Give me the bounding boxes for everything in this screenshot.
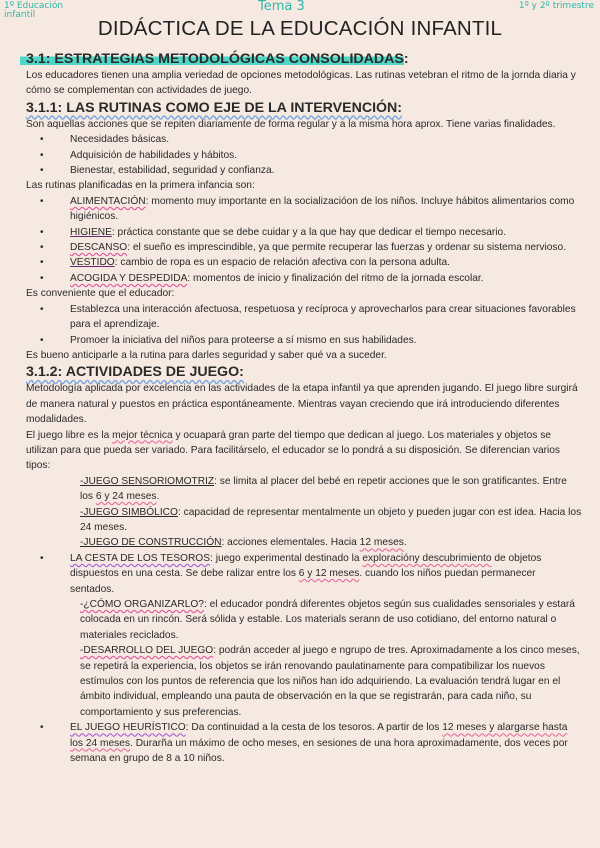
page-title: DIDÁCTICA DE LA EDUCACIÓN INFANTIL (97, 17, 503, 40)
section-title-3-1-2 (26, 363, 582, 381)
tipo-juego-item (26, 474, 582, 505)
highlight-run: 6 y 24 meses (95, 491, 157, 503)
term-description: : momentos de inicio y finalización del ritmo de la jornada escolar. (187, 272, 484, 284)
highlight-run: mejor técnica (112, 429, 173, 441)
rutinas-definition: Son aquellas acciones que se repiten diariamente de forma regular y a la misma hora aprox. Tiene varias finalidades. (26, 118, 556, 130)
term-description: : el educador pondrá diferentes objetos según sus cualidades sensoriales y estará colocada en un rincón. Será sólida y estable. Los materials serann de uso cotidiano, del entorno natural o materiales reciclados. (80, 599, 575, 641)
juego-paragraph-2 (26, 428, 582, 474)
term-description: : momento muy importante en la socializacióon de los niños. Incluye hábitos alimentarios como higiénicos. (70, 195, 575, 223)
list-item: • Bienestar, estabilidad, seguridad y confianza. (26, 163, 582, 178)
text-run: . Durarña un máximo de ocho meses, en sesiones de una hora aproximadamente, dos veces por semana en grupo de 8 a 10 niños. (70, 737, 568, 765)
term-label: DESCANSO (70, 242, 128, 254)
list-item (26, 255, 582, 270)
section-3-1-intro: Los educadores tienen una amplia veriedad de opciones metodológicas. Las rutinas vetebran el ritmo de la jornda diaria y cómo se complementan con actividades de juego. (26, 70, 576, 97)
rutinas-closing: Es bueno anticiparle a la rutina para darles seguridad y saber qué va a suceder. (26, 349, 387, 361)
finalidades-list (26, 132, 582, 178)
rutinas-list (26, 194, 582, 286)
term-label: -¿CÓMO ORGANIZARLO? (80, 599, 204, 610)
term-description: : se limita al placer del bebé en repetir acciones que le son gratificantes. Entre los (80, 475, 567, 503)
highlight-run: 6 y 12 meses (298, 568, 360, 580)
term-description: : cambio de ropa es un espacio de relación afectiva con la persona adulta. (114, 257, 451, 269)
term-description: : el sueño es imprescindible, ya que permite recuperar las fuerzas y ordenar su sistema nervioso. (127, 242, 567, 254)
text-run: de objetos dispuestos en una cesta. Se debe ralizar entre los (70, 552, 542, 580)
section-title-3-1-text: 3.1: ESTRATEGIAS METODOLÓGICAS CONSOLIDADAS (20, 51, 404, 67)
term-label: -JUEGO SENSORIOMOTRIZ (80, 475, 215, 487)
text-run: . (403, 537, 407, 549)
text-run: : juego experimental destinado la (210, 552, 363, 564)
heuristico-list (26, 720, 582, 766)
term-description: : acciones elementales. Hacia (221, 537, 360, 549)
term-label: EL JUEGO HEURÍSTICO (70, 722, 186, 734)
highlight-run: 12 meses (359, 537, 404, 549)
text-run: . (156, 491, 160, 503)
term-label: -JUEGO DE CONSTRUCCIÓN (80, 537, 222, 549)
text-run: . cuando los niños puedan permanecer sentados. (70, 568, 536, 595)
juego-paragraph-1: Metodología aplicada por excelencia en las actividades de la etapa infantil ya que aprenden jugando. El juego libre surgirá de manera natural y puestos en práctica espontáneamente. Mientras vayan creciendo que irá introduciendo diferentes modalidades. (26, 383, 578, 426)
list-item (26, 551, 582, 597)
list-item: • Adquisición de habilidades y hábitos. (26, 148, 582, 163)
list-item (26, 271, 582, 286)
highlight-run: exploracióny descubrimiento (362, 552, 492, 564)
term-description: : práctica constante que se debe cuidar y a la que hay que dedicar el tiempo necesario. (111, 226, 507, 238)
text-run: : Da continuidad a la cesta de los tesoros. A partir de los (185, 722, 443, 734)
highlight-run: 12 meses y alargarse hasta los 24 meses (70, 722, 568, 749)
term-label: LA CESTA DE LOS TESOROS (70, 552, 211, 564)
text-run: y ocuapará gran parte del tiempo que dedican al juego. Los materiales y objetos se utilizan para que pueda ser variado. Para facilitárselo, el educador se lo pondrá a su disposición. Se diferencian varios tipos: (26, 429, 561, 472)
term-label: ACOGIDA Y DESPEDIDA (70, 272, 188, 284)
list-item: • Establezca una interacción afectuosa, respetuosa y recíproca y aprovecharlos para crear situaciones favorables para el aprendizaje. (26, 302, 582, 333)
list-item (26, 194, 582, 225)
term-label: ALIMENTACIÓN (70, 195, 146, 207)
cesta-organizar (26, 597, 582, 643)
tipo-juego-item (26, 505, 582, 536)
cesta-desarrollo (26, 643, 582, 720)
corner-term-label: 1º y 2º trimestre (518, 1, 594, 11)
term-description: : capacidad de representar mentalmente un objeto y pueden jugar con est idea. Hacia los 24 meses. (80, 506, 582, 533)
section-title-3-1-1-text: 3.1.1: LAS RUTINAS COMO EJE DE LA INTERVENCIÓN: (26, 99, 403, 116)
term-label: VESTIDO (70, 257, 115, 269)
term-label: HIGIENE (70, 226, 112, 238)
term-label: -JUEGO SIMBÓLICO (80, 506, 178, 518)
section-title-3-1-colon: : (403, 51, 409, 67)
list-item (26, 240, 582, 255)
list-item: • Promoer la iniciativa del niños para proteerse a sí mismo en sus habilidades. (26, 333, 582, 348)
section-title-3-1 (26, 50, 582, 68)
list-item: • Necesidades básicas. (26, 132, 582, 147)
section-title-3-1-2-text: 3.1.2: ACTIVIDADES DE JUEGO: (26, 364, 244, 381)
section-title-3-1-1 (26, 99, 582, 117)
educator-list (26, 302, 582, 348)
text-run: El juego libre es la (26, 429, 113, 441)
cesta-list (26, 551, 582, 597)
corner-topic-label: Tema 3 (258, 0, 305, 14)
corner-course-label: 1º Educación infantil (4, 1, 64, 20)
list-item (26, 720, 582, 766)
tipo-juego-item (26, 535, 582, 550)
rutinas-planned-intro: Las rutinas planificadas en la primera infancia son: (26, 180, 255, 192)
term-label: -DESARROLLO DEL JUEGO (80, 645, 214, 657)
term-description: : podrán acceder al juego e ngrupo de tres. Aproximadamente a los cinco meses, se repetirá la experiencia, los objetos se irán renovando paulatinamente para compatibilizar los nuevos estímulos con los puntos de referencia que los niños han ido adquiriendo. La evaluación tendrá lugar en el ámbito individual, empleando una pauta de observación en la que se registrarán, para cada niño, su comportamiento y sus preferencias. (80, 645, 580, 718)
list-item (26, 225, 582, 240)
document-body (26, 50, 582, 766)
educator-intro: Es conveniente que el educador: (26, 288, 175, 300)
